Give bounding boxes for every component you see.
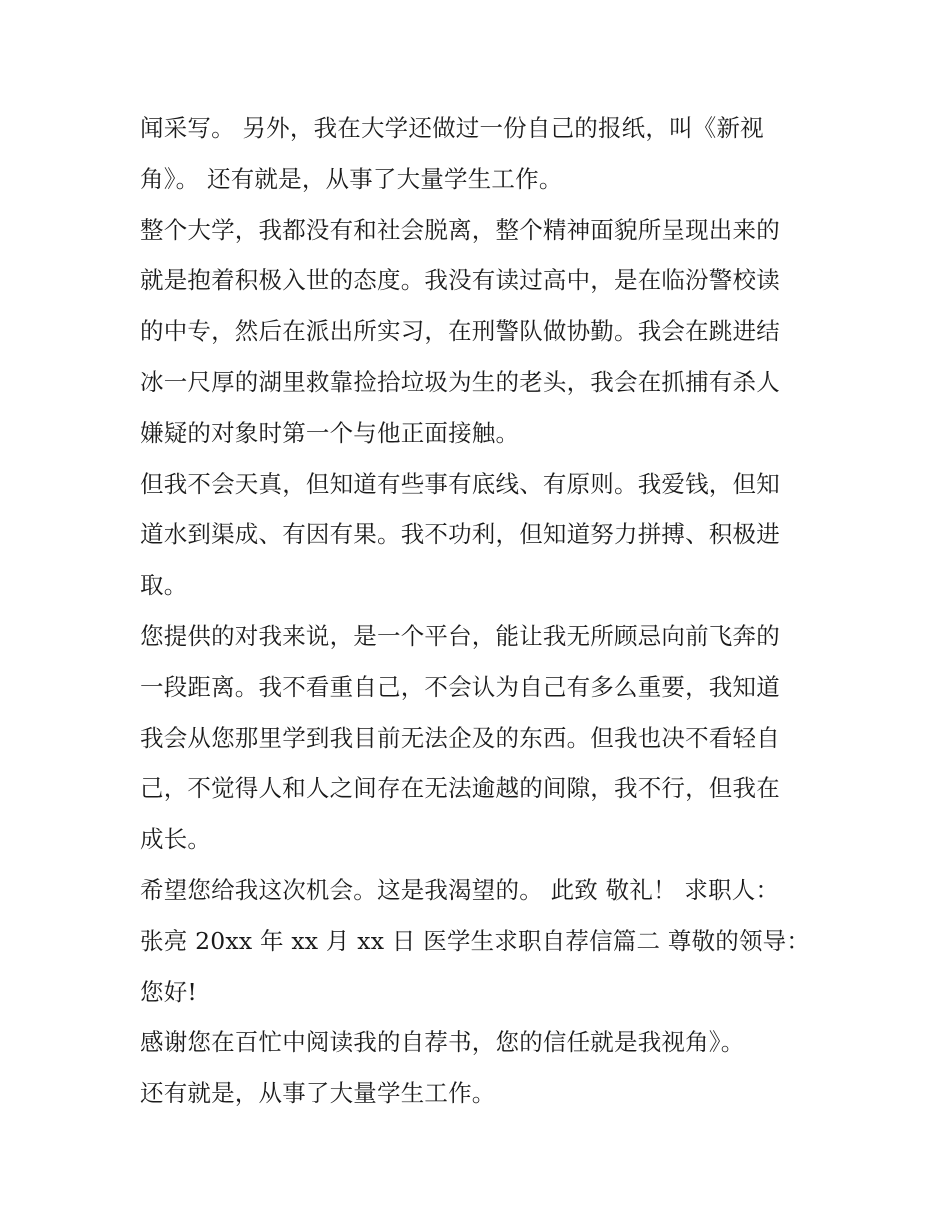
text-line: 还有就是，从事了大量学生工作。 bbox=[140, 1079, 496, 1108]
text-line: 张亮 20xx 年 xx 月 xx 日 医学生求职自荐信篇二 尊敬的领导： bbox=[140, 926, 811, 955]
text-line: 的中专，然后在派出所实习，在刑警队做协勤。我会在跳进结 bbox=[140, 317, 780, 346]
text-line: 闻采写。 另外，我在大学还做过一份自己的报纸，叫《新视 bbox=[140, 114, 764, 142]
text-line: 我会从您那里学到我目前无法企及的东西。但我也决不看轻自 bbox=[140, 723, 780, 752]
text-line: 己，不觉得人和人之间存在无法逾越的间隙，我不行，但我在 bbox=[140, 774, 780, 803]
text-line: 成长。 bbox=[140, 825, 212, 854]
text-line: 角》。 还有就是，从事了大量学生工作。 bbox=[140, 164, 563, 193]
text-line: 嫌疑的对象时第一个与他正面接触。 bbox=[140, 418, 520, 447]
text-line: 一段距离。我不看重自己，不会认为自己有多么重要，我知道 bbox=[140, 672, 780, 701]
text-line: 但我不会天真，但知道有些事有底线、有原则。我爱钱，但知 bbox=[140, 469, 780, 498]
text-line: 道水到渠成、有因有果。我不功利，但知道努力拼搏、积极进 bbox=[140, 520, 780, 549]
text-line: 就是抱着积极入世的态度。我没有读过高中，是在临汾警校读 bbox=[140, 266, 780, 295]
text-line: 您提供的对我来说，是一个平台，能让我无所顾忌向前飞奔的 bbox=[140, 621, 780, 650]
text-line: 希望您给我这次机会。这是我渴望的。 此致 敬礼！ 求职人： bbox=[140, 875, 780, 904]
text-line: 冰一尺厚的湖里救靠捡拾垃圾为生的老头，我会在抓捕有杀人 bbox=[140, 367, 780, 396]
text-line: 您好! bbox=[140, 977, 198, 1006]
text-line: 取。 bbox=[140, 571, 188, 600]
text-line: 感谢您在百忙中阅读我的自荐书，您的信任就是我视角》。 bbox=[140, 1028, 745, 1057]
document-body bbox=[140, 103, 820, 1119]
text-line: 整个大学，我都没有和社会脱离，整个精神面貌所呈现出来的 bbox=[140, 215, 780, 244]
